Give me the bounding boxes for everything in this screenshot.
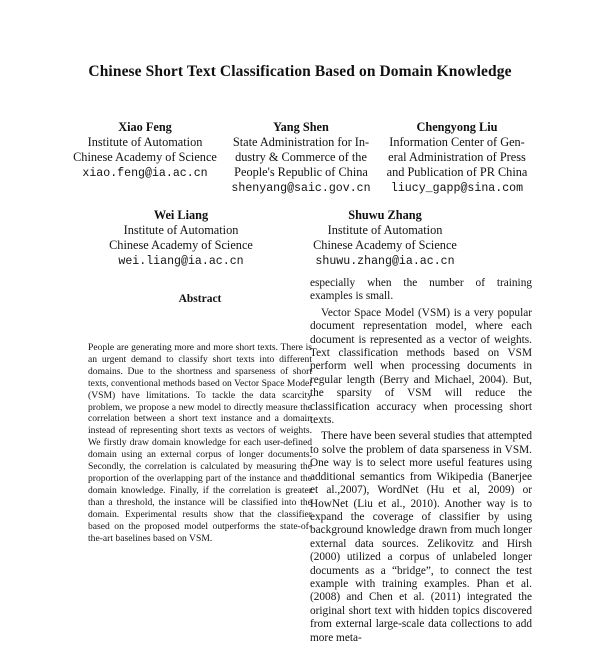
author-affiliation: dustry & Commerce of the bbox=[235, 150, 367, 164]
author-block bbox=[64, 120, 226, 182]
author-affiliation: Institute of Automation bbox=[87, 135, 203, 149]
body-paragraph: There have been several studies that attempted to solve the problem of data sparseness in VSM. One way is to select more useful features using additional semantics from Wikipedia (Banerjee et al.,2007), WordNet (Hu et al, 2009) or HowNet (Liu et al., 2010). Another way is to expand the coverage of classifier by using background knowledge drawn from much longer external data sources. Zelikovitz and Hirsh (2000) utilized a corpus of unlabeled longer documents as a “bridge”, to connect the test example with training examples. Phan et al. (2008) and Chen et al. (2011) integrated the original short text with hidden topics discovered from external large-scale data collections to add more meta- bbox=[310, 430, 532, 644]
author-block bbox=[100, 208, 262, 270]
author-affiliation: eral Administration of Press bbox=[388, 150, 526, 164]
author-name: Chengyong Liu bbox=[416, 120, 498, 134]
body-paragraph: Vector Space Model (VSM) is a very popular document representation model, where each document is represented as a vector of weights. Text classification methods based on VSM perform well when processing documents in regular length (Berry and Michael, 2004). But, the sparsity of VSM will reduce the classification accuracy when processing short texts. bbox=[310, 306, 532, 427]
author-email: shenyang@saic.gov.cn bbox=[231, 182, 371, 195]
author-affiliation: and Publication of PR China bbox=[386, 165, 528, 179]
abstract-heading: Abstract bbox=[178, 293, 222, 305]
author-name: Wei Liang bbox=[153, 208, 209, 222]
author-email: liucy_gapp@sina.com bbox=[390, 182, 524, 195]
body-paragraph: especially when the number of training examples is small. bbox=[310, 277, 532, 303]
author-name: Yang Shen bbox=[273, 120, 329, 134]
author-block bbox=[230, 120, 372, 197]
author-affiliation: People's Republic of China bbox=[234, 165, 368, 179]
author-affiliation: Chinese Academy of Science bbox=[109, 238, 253, 252]
author-email: wei.liang@ia.ac.cn bbox=[118, 255, 244, 268]
author-name: Xiao Feng bbox=[118, 120, 172, 134]
author-email: shuwu.zhang@ia.ac.cn bbox=[315, 255, 455, 268]
author-affiliation: Information Center of Gen- bbox=[389, 135, 525, 149]
author-block bbox=[304, 208, 466, 270]
author-affiliation: Chinese Academy of Science bbox=[313, 238, 457, 252]
author-affiliation: Institute of Automation bbox=[123, 223, 239, 237]
paper-title: Chinese Short Text Classification Based on Domain Knowledge bbox=[88, 63, 512, 80]
author-affiliation: Institute of Automation bbox=[327, 223, 443, 237]
author-email: xiao.feng@ia.ac.cn bbox=[82, 167, 208, 180]
author-name: Shuwu Zhang bbox=[348, 208, 422, 222]
author-affiliation: State Administration for In- bbox=[232, 135, 370, 149]
author-affiliation: Chinese Academy of Science bbox=[73, 150, 217, 164]
author-block bbox=[376, 120, 538, 197]
body-column bbox=[310, 277, 532, 648]
abstract-text: People are generating more and more short texts. There is an urgent demand to classify short texts into different domains. Due to the shortness and sparseness of short texts, conventional methods based on Vector Space Model (VSM) have limitations. To tackle the data scarcity problem, we propose a new model to directly measure the correlation between a short text instance and a domain instead of representing short texts as vectors of weights. We firstly draw domain knowledge for each user-defined domain using an external corpus of longer documents. Secondly, the correlation is calculated by measuring the proportion of the overlapping part of the instance and the domain knowledge. Finally, if the correlation is greater than a threshold, the instance will be classified into the domain. Experimental results show that the classifier based on the proposed model outperforms the state-of-the-art baselines based on VSM. bbox=[88, 342, 312, 544]
